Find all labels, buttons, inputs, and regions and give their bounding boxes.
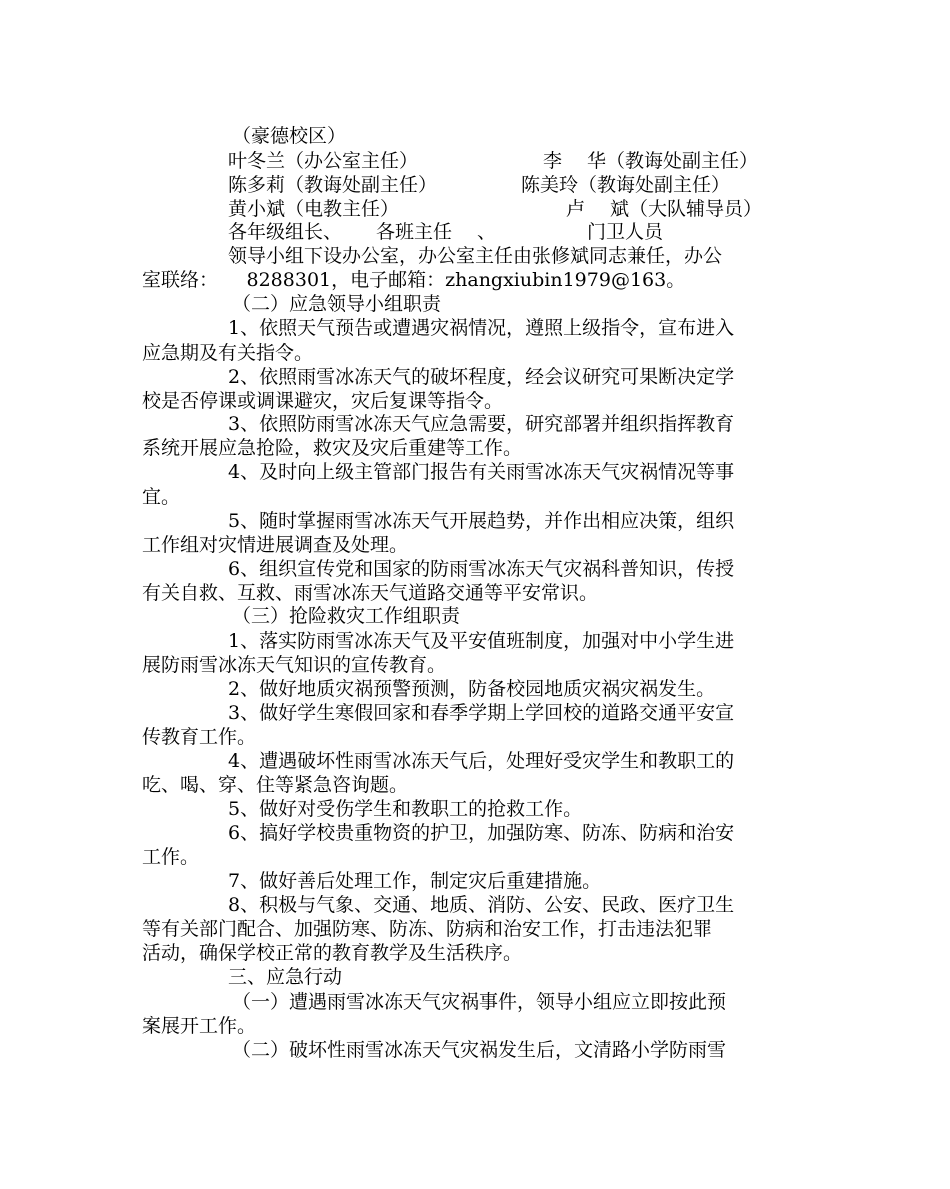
task-8-line-1: 8、积极与气象、交通、地质、消防、公安、民政、医疗卫生	[228, 894, 735, 916]
task-2: 2、做好地质灾祸预警预测，防备校园地质灾祸灾祸发生。	[228, 678, 716, 700]
task-3-line-1: 3、做好学生寒假回家和春季学期上学回校的道路交通平安宣	[228, 702, 735, 724]
duty-3-line-1: 3、依照防雨雪冰冻天气应急需要，研究部署并组织指挥教育	[228, 413, 735, 435]
duty-1-line-1: 1、依照天气预告或遭遇灾祸情况，遵照上级指令，宣布进入	[228, 317, 735, 339]
member-chen-duoli: 陈多莉（教诲处副主任）	[228, 174, 438, 196]
office-line-1: 领导小组下设办公室，办公室主任由张修斌同志兼任，办公	[228, 245, 723, 267]
member-li-hua: 李 华（教诲处副主任）	[543, 150, 759, 172]
member-chen-meiling: 陈美玲（教诲处副主任）	[521, 174, 731, 196]
task-8-line-3: 活动，确保学校正常的教育教学及生活秩序。	[142, 942, 523, 964]
duty-5-line-1: 5、随时掌握雨雪冰冻天气开展趋势，并作出相应决策，组织	[228, 510, 735, 532]
duty-3-line-2: 系统开展应急抢险，救灾及灾后重建等工作。	[142, 437, 523, 459]
duty-1-line-2: 应急期及有关指令。	[142, 342, 314, 364]
task-3-line-2: 传教育工作。	[142, 726, 257, 748]
member-gatekeepers: 门卫人员	[587, 221, 664, 243]
task-7: 7、做好善后处理工作，制定灾后重建措施。	[228, 870, 602, 892]
task-4-line-1: 4、遭遇破坏性雨雪冰冻天气后，处理好受灾学生和教职工的	[228, 750, 735, 772]
duty-2-line-1: 2、依照雨雪冰冻天气的破坏程度，经会议研究可果断决定学	[228, 366, 735, 388]
task-6-line-1: 6、搞好学校贵重物资的护卫，加强防寒、防冻、防病和治安	[228, 822, 735, 844]
duty-6-line-1: 6、组织宣传党和国家的防雨雪冰冻天气灾祸科普知识，传授	[228, 558, 735, 580]
section-3-heading: （三）抢险救灾工作组职责	[232, 605, 461, 627]
member-ye-dongl: 叶冬兰（办公室主任）	[228, 150, 419, 172]
campus-heading: （豪德校区）	[232, 125, 347, 147]
task-4-line-2: 吃、喝、穿、住等紧急咨询题。	[142, 774, 409, 796]
duty-4-line-1: 4、及时向上级主管部门报告有关雨雪冰冻天气灾祸情况等事	[228, 461, 735, 483]
duty-5-line-2: 工作组对灾情进展调查及处理。	[142, 534, 409, 556]
duty-6-line-2: 有关自救、互救、雨雪冰冻天气道路交通等平安常识。	[142, 582, 599, 604]
member-huang-xiaobin: 黄小斌（电教主任）	[228, 198, 400, 220]
duty-4-line-2: 宜。	[142, 486, 181, 508]
duty-2-line-2: 校是否停课或调课避灾，灾后复课等指令。	[142, 390, 504, 412]
member-class-teachers: 各班主任 、	[376, 221, 497, 243]
action-2-line-1: （二）破坏性雨雪冰冻天气灾祸发生后，文清路小学防雨雪	[232, 1039, 727, 1061]
member-grade-leaders: 各年级组长、	[228, 221, 343, 243]
task-5: 5、做好对受伤学生和教职工的抢救工作。	[228, 798, 583, 820]
action-1-line-1: （一）遭遇雨雪冰冻天气灾祸事件，领导小组应立即按此预	[232, 991, 727, 1013]
section-2-heading: （二）应急领导小组职责	[232, 293, 442, 315]
task-6-line-2: 工作。	[142, 846, 200, 868]
office-line-2: 室联络： 8288301，电子邮箱：zhangxiubin1979@163。	[142, 269, 686, 291]
action-1-line-2: 案展开工作。	[142, 1015, 257, 1037]
task-1-line-1: 1、落实防雨雪冰冻天气及平安值班制度，加强对中小学生进	[228, 630, 735, 652]
part-3-heading: 三、应急行动	[228, 966, 343, 988]
task-1-line-2: 展防雨雪冰冻天气知识的宣传教育。	[142, 654, 447, 676]
member-lu-bin: 卢 斌（大队辅导员）	[566, 198, 763, 220]
task-8-line-2: 等有关部门配合、加强防寒、防冻、防病和治安工作，打击违法犯罪	[142, 918, 713, 940]
